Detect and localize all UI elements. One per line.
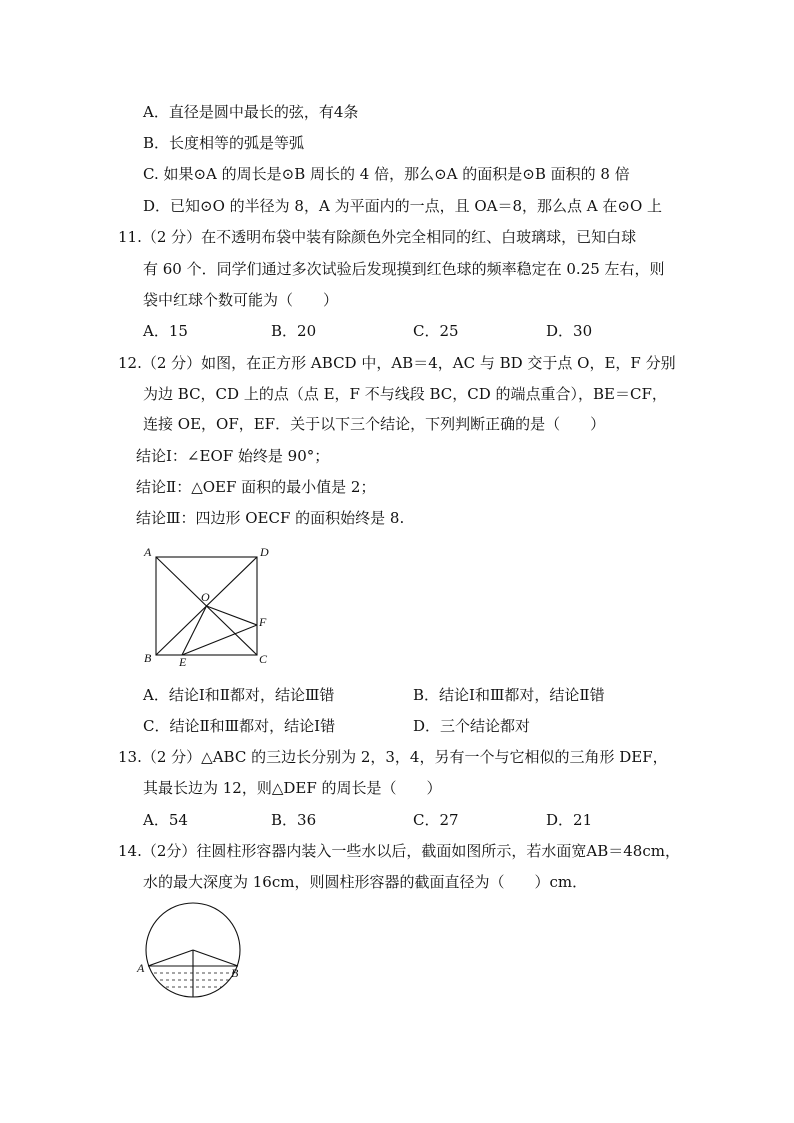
q13-text-line-1: 13.（2 分）△ABC 的三边长分别为 2，3，4，另有一个与它相似的三角形 DEF， — [118, 748, 668, 766]
q12-option-d: D．三个结论都对 — [413, 717, 531, 735]
q13-option-c: C．27 — [413, 811, 459, 829]
segment-oe — [182, 606, 207, 655]
q11-option-b: B．20 — [271, 322, 317, 340]
label-d: D — [260, 545, 269, 559]
q10-option-c: C. 如果⊙A 的周长是⊙B 周长的 4 倍，那么⊙A 的面积是⊙B 面积的 8 倍 — [143, 165, 630, 183]
q10-option-d: D．已知⊙O 的半径为 8，A 为平面内的一点，且 OA＝8，那么点 A 在⊙O 上 — [143, 197, 663, 215]
segment-ef — [182, 625, 257, 655]
q12-option-a: A．结论Ⅰ和Ⅱ都对，结论Ⅲ错 — [143, 686, 335, 704]
q11-option-d: D．30 — [546, 322, 593, 340]
label-a: A — [137, 961, 145, 975]
label-a: A — [144, 545, 152, 559]
q13-option-d: D．21 — [546, 811, 593, 829]
label-f: F — [259, 615, 267, 629]
label-b: B — [144, 651, 152, 665]
q14-text-line-2: 水的最大深度为 16cm，则圆柱形容器的截面直径为（ ）cm． — [143, 873, 588, 891]
q14-circle-figure — [130, 900, 260, 1005]
q12-square-figure — [140, 540, 280, 670]
label-e: E — [179, 655, 187, 669]
radius-ob — [193, 950, 238, 966]
q11-text-line-3: 袋中红球个数可能为（ ） — [143, 291, 339, 309]
q10-option-b: B．长度相等的弧是等弧 — [143, 134, 305, 152]
q11-option-c: C．25 — [413, 322, 459, 340]
q14-text-line-1: 14.（2分）往圆柱形容器内装入一些水以后，截面如图所示，若水面宽AB＝48cm， — [118, 842, 680, 860]
q12-conclusion-3: 结论Ⅲ：四边形 OECF 的面积始终是 8. — [136, 509, 405, 527]
segment-of — [207, 606, 258, 625]
q10-option-a: A．直径是圆中最长的弦，有4条 — [143, 103, 359, 121]
q12-option-b: B．结论Ⅰ和Ⅲ都对，结论Ⅱ错 — [413, 686, 605, 704]
q13-option-b: B．36 — [271, 811, 317, 829]
radius-oa — [148, 950, 193, 966]
q11-option-a: A．15 — [143, 322, 188, 340]
q11-text-line-2: 有 60 个．同学们通过多次试验后发现摸到红色球的频率稳定在 0.25 左右，则 — [143, 260, 665, 278]
q13-option-a: A．54 — [143, 811, 188, 829]
q12-text-line-3: 连接 OE，OF，EF．关于以下三个结论，下列判断正确的是（ ） — [143, 415, 606, 433]
q12-conclusion-2: 结论Ⅱ：△OEF 面积的最小值是 2； — [136, 478, 376, 496]
q12-text-line-2: 为边 BC，CD 上的点（点 E，F 不与线段 BC，CD 的端点重合），BE＝CF， — [143, 385, 667, 403]
q11-text-line-1: 11.（2 分）在不透明布袋中装有除颜色外完全相同的红、白玻璃球，已知白球 — [118, 228, 637, 246]
label-b: B — [231, 966, 239, 980]
q12-option-c: C．结论Ⅱ和Ⅲ都对，结论Ⅰ错 — [143, 717, 336, 735]
q12-text-line-1: 12.（2 分）如图，在正方形 ABCD 中，AB＝4，AC 与 BD 交于点 O，E，F 分别 — [118, 354, 676, 372]
label-o: O — [201, 590, 210, 604]
q13-text-line-2: 其最长边为 12，则△DEF 的周长是（ ） — [143, 779, 442, 797]
label-c: C — [259, 652, 268, 666]
q12-conclusion-1: 结论Ⅰ：∠EOF 始终是 90°； — [136, 447, 330, 465]
